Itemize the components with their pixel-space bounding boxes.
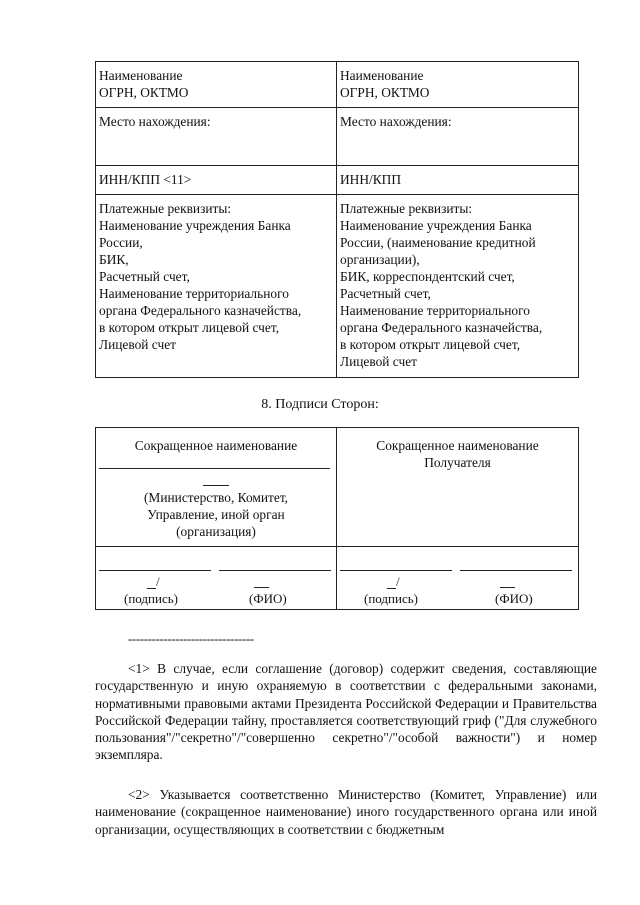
- signature-label: (подпись): [124, 591, 178, 606]
- footnote-1: <1> В случае, если соглашение (договор) содержит сведения, составляющие государственную и иную охраняемую в соответствии с федеральными законами, нормативными правовыми актами Президента Российской Федерации и Правительства Российской Федерации тайну, проставляется соответствующий гриф ("Для служебного пользования"/"секретно"/"совершенно секретно"/"особой важности") и номер экземпляра.: [95, 661, 597, 763]
- signature-line: [99, 570, 211, 571]
- table-row: [96, 428, 579, 547]
- cell-text: ОГРН, ОКТМО: [99, 85, 189, 100]
- cell-text: БИК,: [99, 252, 129, 267]
- left-org-line: (Министерство, Комитет,: [143, 490, 289, 505]
- cell-text: Наименование учреждения Банка: [340, 218, 532, 233]
- requisites-table: [95, 61, 579, 378]
- cell-text: Наименование: [99, 68, 183, 83]
- cell-text: Наименование: [340, 68, 424, 83]
- left-payment-cell: [96, 195, 337, 378]
- fio-label: (ФИО): [495, 591, 533, 606]
- left-org-line: Управление, иной орган: [147, 507, 285, 522]
- signature-line: [340, 570, 452, 571]
- cell-text: Лицевой счет: [340, 354, 418, 369]
- cell-text: Расчетный счет,: [340, 286, 431, 301]
- cell-text: ИНН/КПП <11>: [99, 172, 192, 187]
- slash-mark: /: [156, 574, 160, 589]
- cell-text: России, (наименование кредитной: [340, 235, 536, 250]
- section-title: 8. Подписи Сторон:: [261, 397, 379, 412]
- cell-text: Место нахождения:: [99, 114, 211, 129]
- cell-text: ИНН/КПП: [340, 172, 402, 187]
- cell-text: Место нахождения:: [340, 114, 452, 129]
- table-row: [96, 108, 579, 166]
- short-mark: [147, 588, 156, 589]
- cell-text: Лицевой счет: [99, 337, 177, 352]
- left-party-title: Сокращенное наименование: [134, 438, 298, 453]
- cell-text: органа Федерального казначейства,: [340, 320, 543, 335]
- cell-text: Платежные реквизиты:: [340, 201, 473, 216]
- slash-mark: /: [396, 574, 400, 589]
- cell-text: ОГРН, ОКТМО: [340, 85, 430, 100]
- short-mark: [254, 587, 269, 588]
- table-row: [96, 166, 579, 195]
- left-party-cell: [96, 428, 337, 547]
- table-row: [96, 62, 579, 108]
- cell-text: в котором открыт лицевой счет,: [99, 320, 280, 335]
- left-org-line: (организация): [176, 524, 256, 539]
- cell-text: Наименование учреждения Банка: [99, 218, 291, 233]
- footnote-2: <2> Указывается соответственно Министерство (Комитет, Управление) или наименование (сокращенное наименование) иного государственного органа или иной организации, осуществляющих в соответствии с бюджетным: [95, 787, 597, 837]
- signatures-table: [95, 427, 579, 610]
- left-inn-cell: [96, 166, 337, 195]
- cell-text: Наименование территориального: [99, 286, 289, 301]
- right-party-title: Получателя: [424, 455, 491, 470]
- cell-text: России,: [99, 235, 143, 250]
- cell-text: Платежные реквизиты:: [99, 201, 232, 216]
- table-row: [96, 547, 579, 610]
- right-sign-cell: [337, 547, 579, 610]
- fio-line: [460, 570, 572, 571]
- short-mark: [203, 485, 229, 486]
- right-name-cell: [337, 62, 579, 108]
- fio-label: (ФИО): [249, 591, 287, 606]
- signature-label: (подпись): [364, 591, 418, 606]
- table-row: [96, 195, 579, 378]
- left-sign-cell: [96, 547, 337, 610]
- right-party-title: Сокращенное наименование: [376, 438, 539, 453]
- right-address-cell: [337, 108, 579, 166]
- right-payment-cell: [337, 195, 579, 378]
- cell-text: БИК, корреспондентский счет,: [340, 269, 515, 284]
- right-party-cell: [337, 428, 579, 547]
- name-underline: [99, 468, 330, 469]
- fio-line: [219, 570, 331, 571]
- footnote-separator: --------------------------------: [128, 631, 254, 646]
- right-inn-cell: [337, 166, 579, 195]
- cell-text: Расчетный счет,: [99, 269, 190, 284]
- cell-text: органа Федерального казначейства,: [99, 303, 302, 318]
- left-name-cell: [96, 62, 337, 108]
- left-address-cell: [96, 108, 337, 166]
- short-mark: [500, 587, 515, 588]
- cell-text: Наименование территориального: [340, 303, 530, 318]
- short-mark: [387, 588, 396, 589]
- cell-text: в котором открыт лицевой счет,: [340, 337, 521, 352]
- cell-text: организации),: [340, 252, 420, 267]
